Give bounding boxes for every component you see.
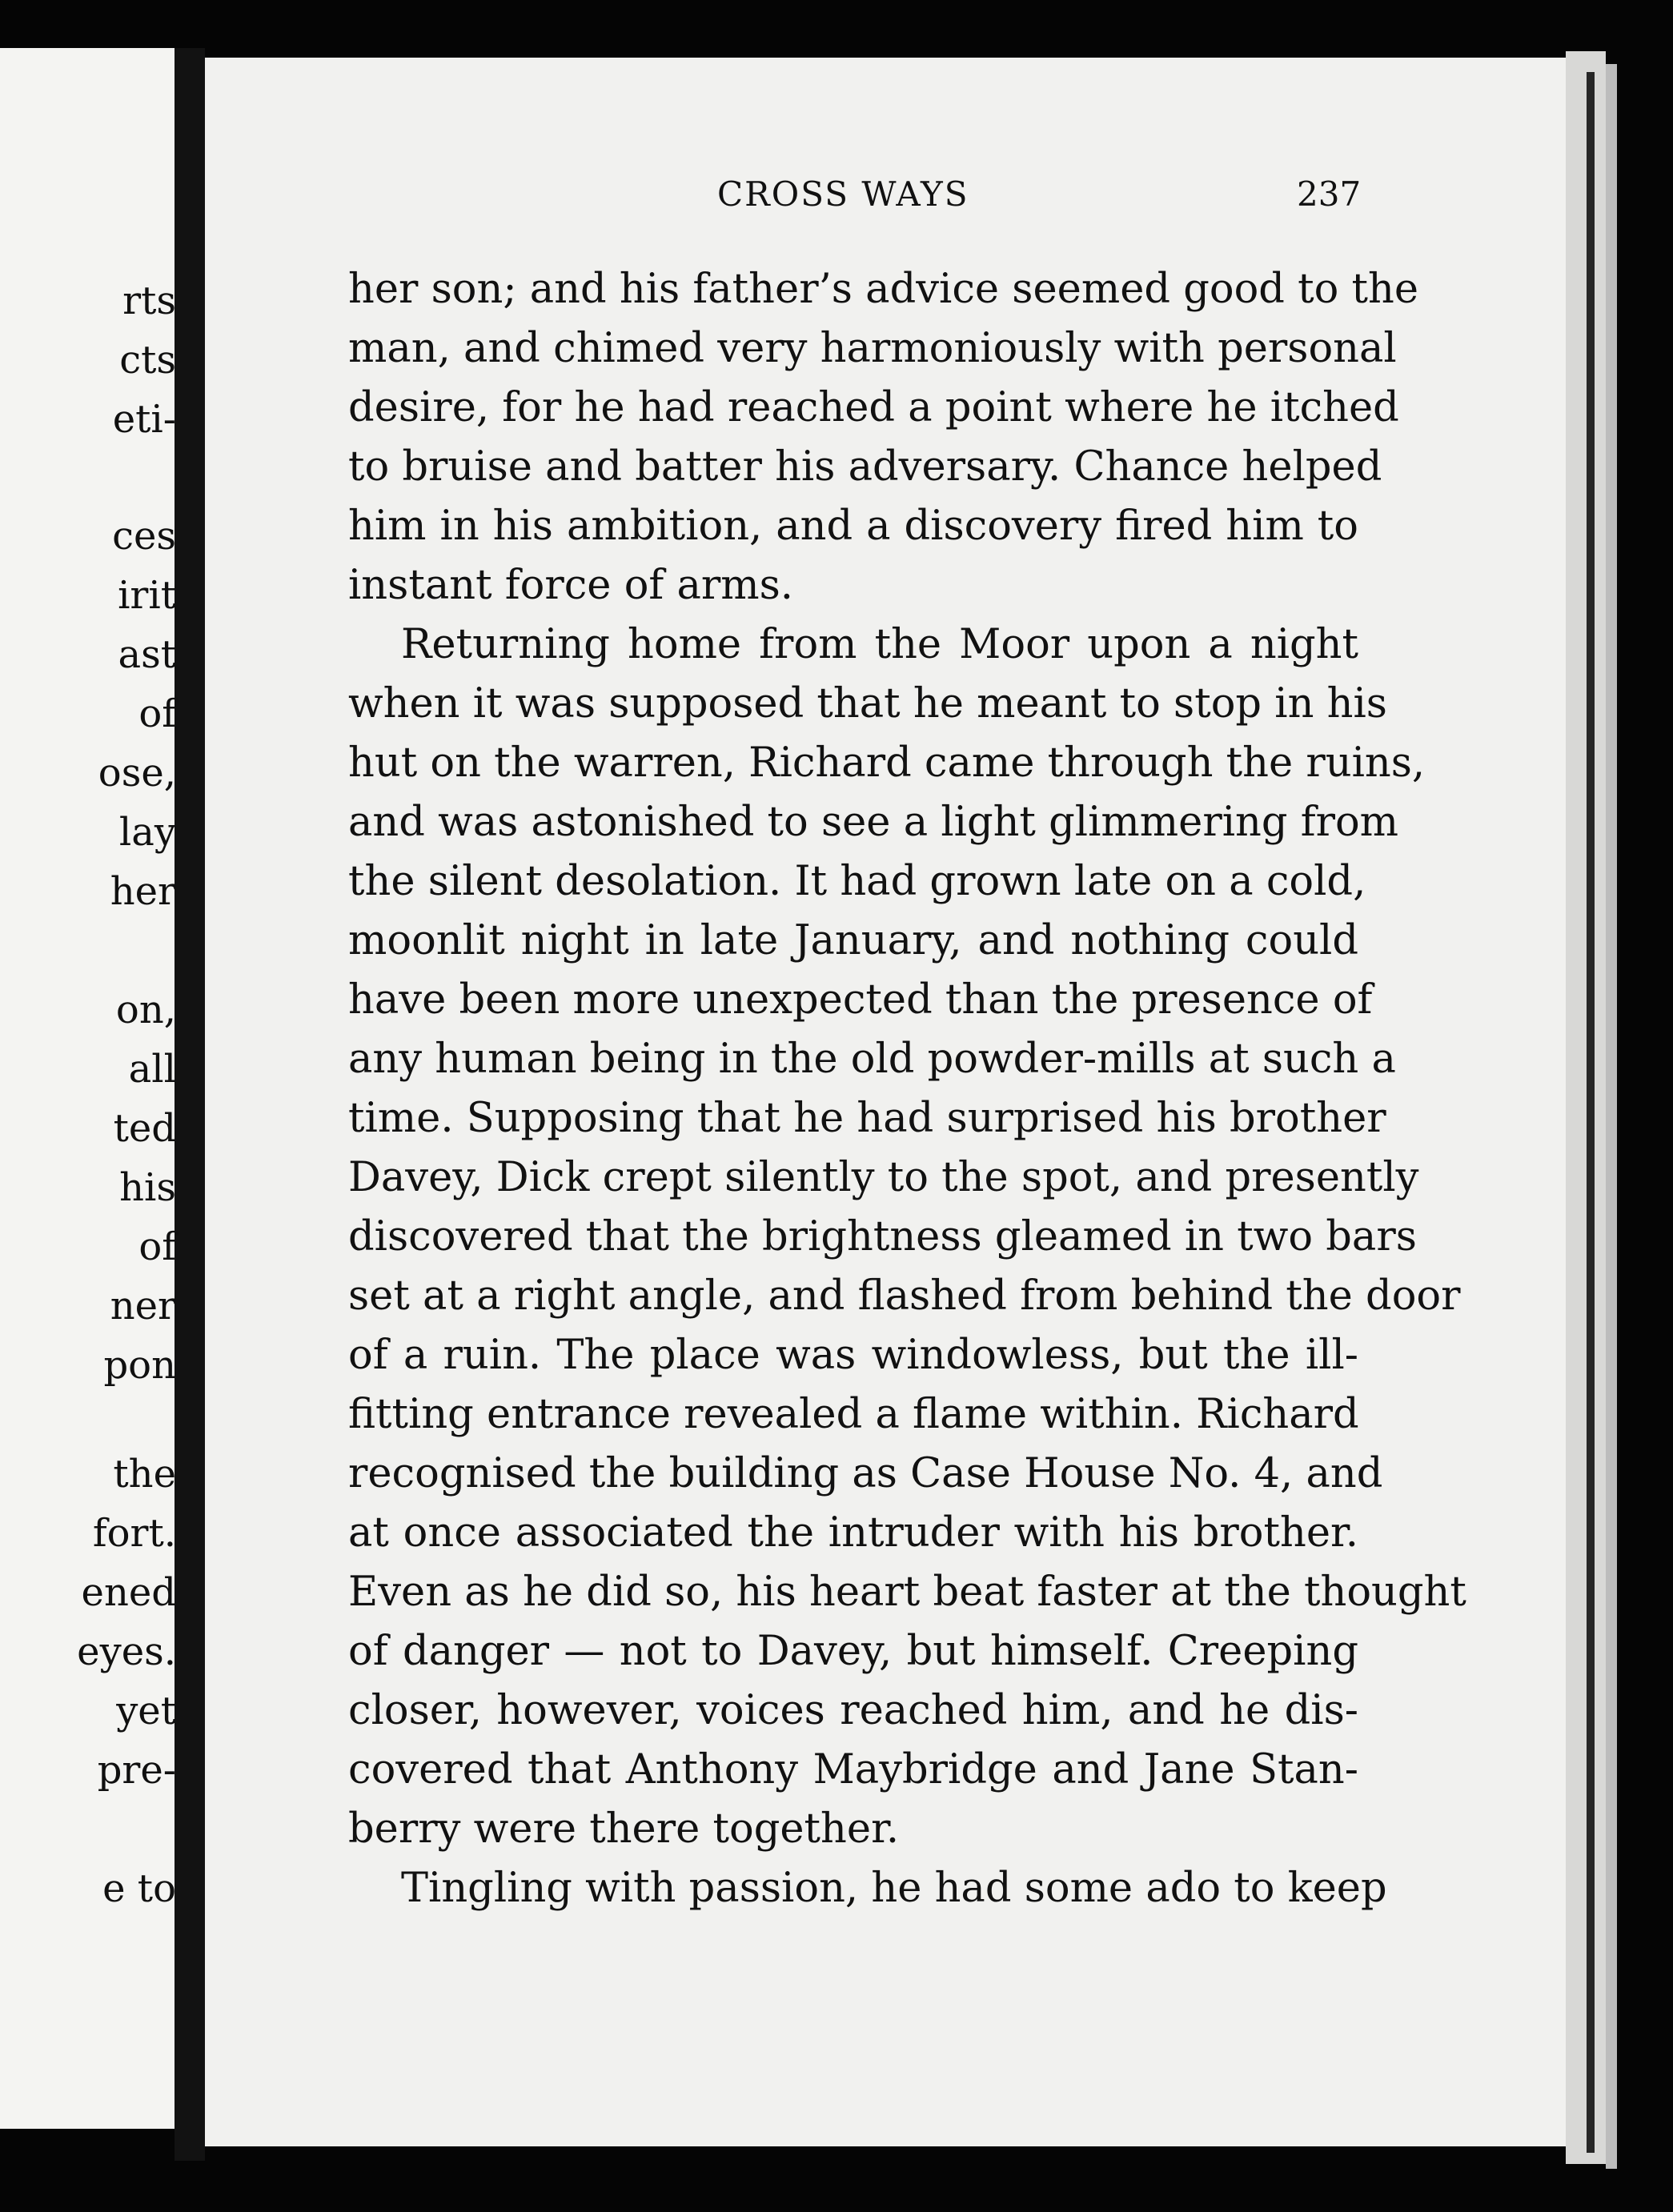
text-line: fitting entrance revealed a flame within. Richard: [348, 1391, 1359, 1438]
page-edge-shadow: [1587, 72, 1595, 2153]
left-fragment: pon: [103, 1343, 176, 1388]
text-line: man, and chimed very harmoniously with personal: [348, 325, 1397, 372]
left-fragment: his: [119, 1165, 176, 1210]
left-fragment: ose,: [98, 751, 176, 795]
text-line: of danger — not to Davey, but himself. Creeping: [348, 1628, 1358, 1675]
left-fragment: ces: [112, 514, 176, 559]
text-line: to bruise and batter his adversary. Chance helped: [348, 443, 1382, 491]
text-line: discovered that the brightness gleamed in two bars: [348, 1213, 1417, 1260]
text-line: Tingling with passion, he had some ado to keep: [401, 1865, 1387, 1912]
left-fragment: ast: [118, 632, 176, 677]
text-line: covered that Anthony Maybridge and Jane Stan-: [348, 1746, 1358, 1793]
text-line: time. Supposing that he had surprised his brother: [348, 1095, 1386, 1142]
left-fragment: the: [113, 1452, 176, 1497]
left-fragment: rts: [122, 279, 176, 323]
left-fragment: her: [110, 869, 176, 914]
left-fragment: e to: [102, 1866, 176, 1911]
left-fragment: eti-: [112, 397, 176, 442]
text-line: Davey, Dick crept silently to the spot, and presently: [348, 1154, 1419, 1201]
text-line: Even as he did so, his heart beat faster at the thought: [348, 1569, 1466, 1616]
left-fragment: all: [128, 1047, 176, 1092]
text-line: him in his ambition, and a discovery fired him to: [348, 503, 1358, 550]
left-fragment: lay: [118, 810, 176, 855]
page-header: [0, 174, 1673, 222]
left-fragment: of: [138, 1224, 176, 1269]
text-line: desire, for he had reached a point where he itched: [348, 384, 1399, 431]
page-edge: [1566, 51, 1606, 2164]
left-fragment: yet: [116, 1689, 176, 1733]
page-number: 237: [1297, 174, 1362, 214]
left-fragment: ted: [113, 1106, 176, 1151]
left-fragment: eyes.: [77, 1629, 176, 1674]
text-line: have been more unexpected than the presence of: [348, 976, 1373, 1024]
book-spine: [175, 48, 205, 2161]
left-fragment: on,: [115, 988, 176, 1032]
text-line: recognised the building as Case House No. 4, and: [348, 1450, 1383, 1497]
text-line: Returning home from the Moor upon a night: [401, 621, 1358, 668]
text-line: moonlit night in late January, and nothing could: [348, 917, 1358, 964]
text-line: berry were there together.: [348, 1805, 900, 1853]
left-fragment: of: [138, 691, 176, 736]
running-head: CROSS WAYS: [717, 174, 969, 214]
left-fragment: ened: [81, 1570, 176, 1615]
text-line: closer, however, voices reached him, and he dis-: [348, 1687, 1358, 1734]
text-line: any human being in the old powder-mills at such a: [348, 1036, 1396, 1083]
text-line: at once associated the intruder with his brother.: [348, 1509, 1358, 1557]
text-line: the silent desolation. It had grown late on a cold,: [348, 858, 1366, 905]
text-line: instant force of arms.: [348, 562, 794, 609]
body-text: [348, 260, 1466, 1918]
left-fragment: irit: [118, 573, 176, 618]
text-line: of a ruin. The place was windowless, but the ill-: [348, 1332, 1358, 1379]
left-fragment: ner: [110, 1284, 176, 1328]
left-fragment: cts: [119, 338, 176, 383]
text-line: her son; and his father’s advice seemed good to the: [348, 266, 1419, 313]
left-fragment: fort.: [92, 1511, 176, 1556]
text-line: set at a right angle, and flashed from behind the door: [348, 1272, 1461, 1320]
text-line: when it was supposed that he meant to stop in his: [348, 680, 1387, 727]
text-line: and was astonished to see a light glimmering from: [348, 799, 1399, 846]
text-line: hut on the warren, Richard came through the ruins,: [348, 739, 1426, 787]
left-fragment: pre-: [97, 1748, 176, 1793]
page-edge-outer: [1606, 64, 1617, 2169]
